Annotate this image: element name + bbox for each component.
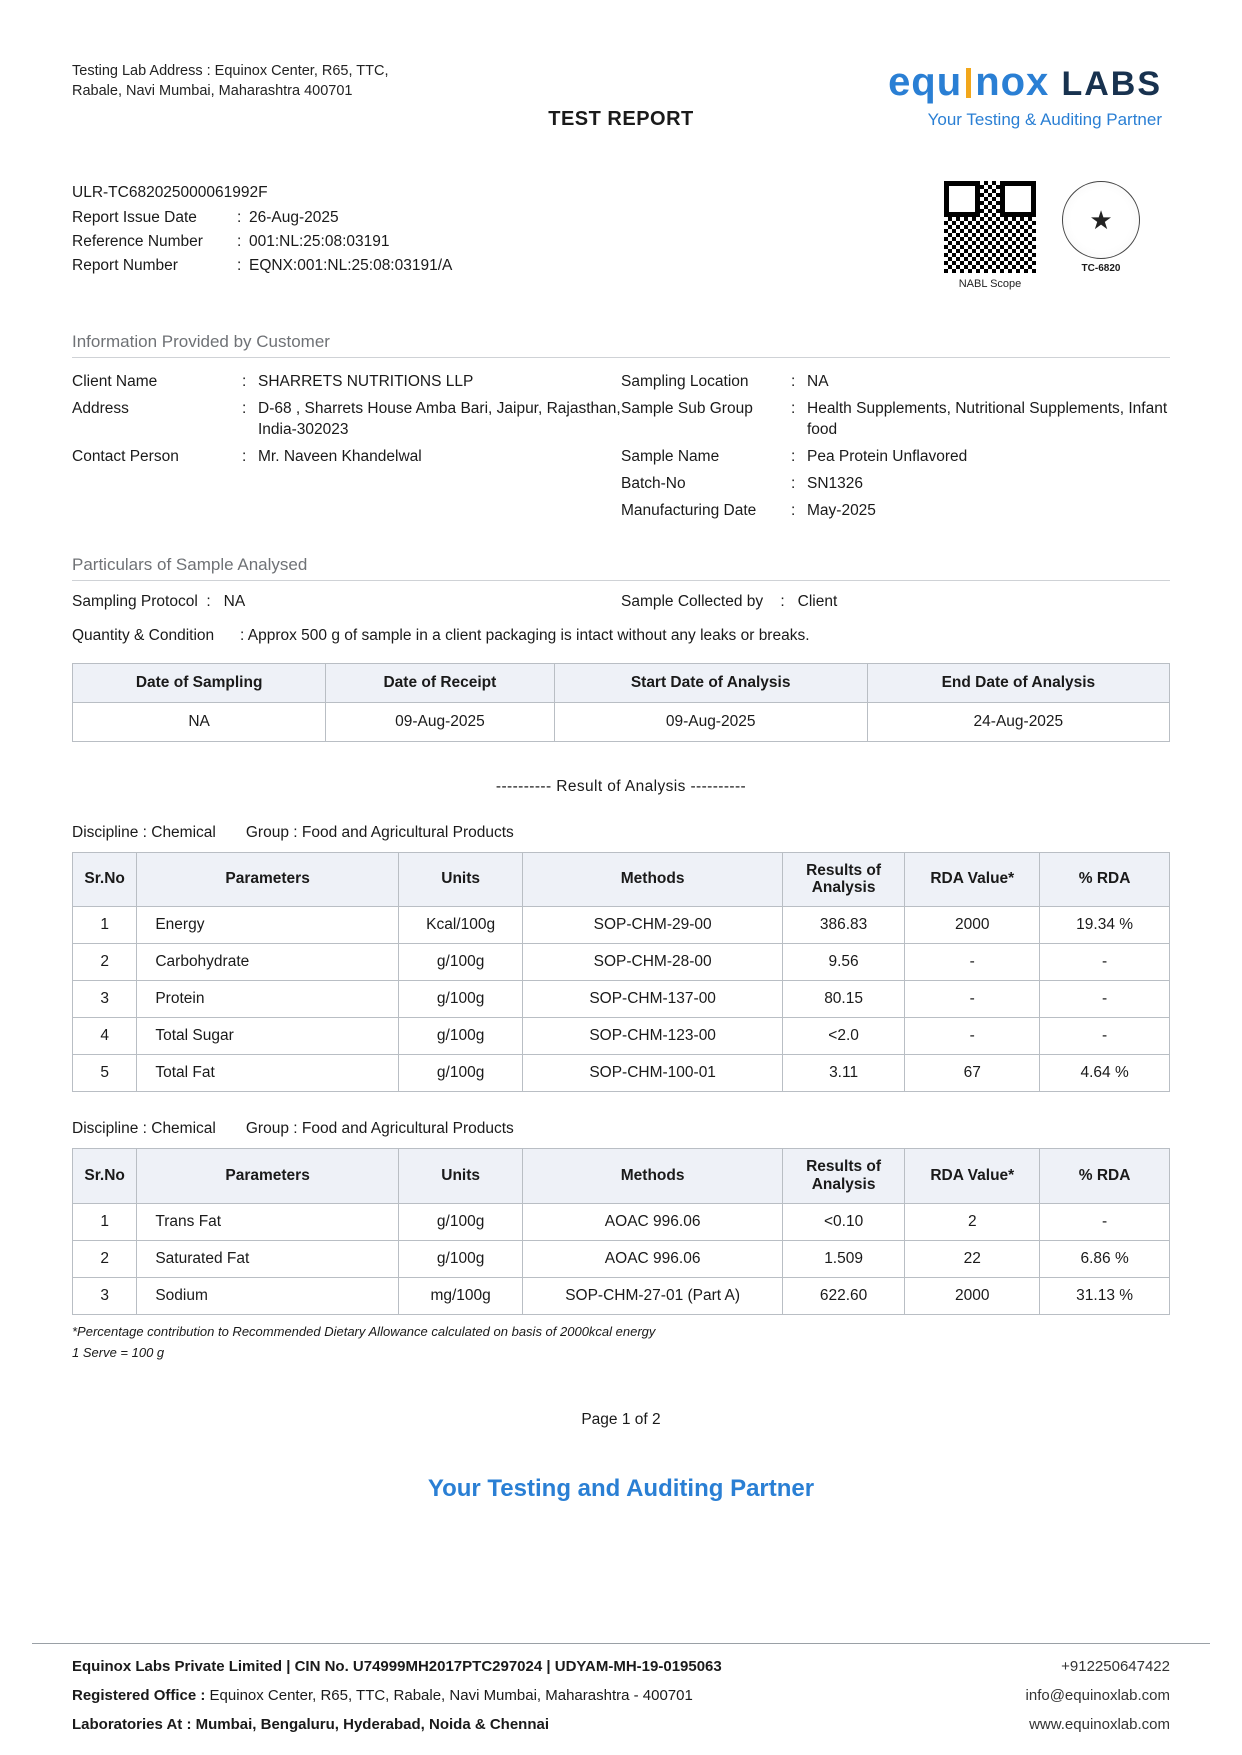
- table-row: [73, 1240, 1170, 1277]
- cell-units: g/100g: [398, 981, 523, 1018]
- info-label: Contact Person: [72, 447, 179, 465]
- lab-address: Testing Lab Address : Equinox Center, R65, TTC, Rabale, Navi Mumbai, Maharashtra 400701: [72, 63, 389, 99]
- cell-parameter: Protein: [137, 981, 399, 1018]
- info-row: [621, 369, 1170, 396]
- cell-units: g/100g: [398, 944, 523, 981]
- info-value: Health Supplements, Nutritional Supplements, Infant food: [807, 399, 1168, 438]
- info-value: Mr. Naveen Khandelwal: [258, 447, 422, 465]
- cell-units: mg/100g: [398, 1277, 523, 1314]
- footer-labs-label: Laboratories At : Mumbai, Bengaluru, Hyderabad, Noida & Chennai: [72, 1716, 550, 1733]
- cell-method: SOP-CHM-123-00: [523, 1018, 782, 1055]
- cell-sr: 1: [73, 907, 137, 944]
- discipline-label: Discipline : Chemical: [72, 823, 216, 841]
- group-label: Group : Food and Agricultural Products: [245, 1120, 514, 1138]
- info-label: Client Name: [72, 373, 158, 390]
- collected-by-value: Client: [797, 592, 838, 610]
- customer-info-right: [621, 369, 1170, 525]
- header-parameters: Parameters: [137, 1149, 399, 1204]
- cell-result: 3.11: [782, 1055, 904, 1092]
- nabl-seal-icon: ★: [1062, 181, 1140, 259]
- table-row: [73, 944, 1170, 981]
- cell-percent-rda: 6.86 %: [1040, 1240, 1170, 1277]
- cell-units: g/100g: [398, 1203, 523, 1240]
- cell-result: 80.15: [782, 981, 904, 1018]
- cell-rda: 22: [905, 1240, 1040, 1277]
- cell-method: SOP-CHM-137-00: [523, 981, 782, 1018]
- cell-percent-rda: -: [1040, 1018, 1170, 1055]
- id-colon: :: [237, 209, 242, 227]
- footer-office-text: [72, 1687, 693, 1704]
- info-value: Pea Protein Unflavored: [807, 447, 968, 465]
- info-row: [621, 396, 1170, 444]
- page-title: TEST REPORT: [548, 108, 694, 130]
- nabl-block: [1062, 181, 1140, 274]
- footer-row-labs: [72, 1704, 1170, 1733]
- table-row: [73, 702, 1170, 741]
- cell-parameter: Sodium: [137, 1277, 399, 1314]
- cell-percent-rda: -: [1040, 981, 1170, 1018]
- cell-percent-rda: -: [1040, 1203, 1170, 1240]
- sampling-protocol-colon: :: [202, 592, 220, 610]
- discipline-line-1: [72, 824, 1170, 842]
- id-value: 001:NL:25:08:03191: [249, 233, 390, 251]
- cell-sr: 2: [73, 1240, 137, 1277]
- cell-method: SOP-CHM-28-00: [523, 944, 782, 981]
- customer-section-title: Information Provided by Customer: [72, 332, 1170, 358]
- footer-email[interactable]: info@equinoxlab.com: [1025, 1687, 1170, 1704]
- info-colon: :: [242, 399, 247, 417]
- discipline-line-2: [72, 1120, 1170, 1138]
- header-results: Results of Analysis: [782, 1149, 904, 1204]
- cell-units: g/100g: [398, 1240, 523, 1277]
- sampling-protocol: [72, 593, 621, 611]
- nabl-caption: TC-6820: [1081, 263, 1121, 274]
- footer-office-address: Equinox Center, R65, TTC, Rabale, Navi Mumbai, Maharashtra - 400701: [205, 1687, 693, 1704]
- header-units: Units: [398, 852, 523, 907]
- cell-method: AOAC 996.06: [523, 1203, 782, 1240]
- info-row: [72, 444, 621, 471]
- cell-result: <2.0: [782, 1018, 904, 1055]
- cell-percent-rda: 31.13 %: [1040, 1277, 1170, 1314]
- cell-percent-rda: 19.34 %: [1040, 907, 1170, 944]
- id-colon: :: [237, 257, 242, 275]
- quantity-condition: [72, 627, 1170, 645]
- id-row: [72, 206, 452, 230]
- header-sr-no: Sr.No: [73, 1149, 137, 1204]
- cell-percent-rda: 4.64 %: [1040, 1055, 1170, 1092]
- sampling-protocol-label: Sampling Protocol: [72, 592, 198, 610]
- info-row: [72, 369, 621, 396]
- info-row: [621, 444, 1170, 471]
- cell-method: AOAC 996.06: [523, 1240, 782, 1277]
- info-label: Batch-No: [621, 474, 686, 492]
- cell-rda: 2000: [905, 1277, 1040, 1314]
- info-row: [621, 498, 1170, 525]
- info-colon: :: [791, 447, 796, 465]
- info-label: Manufacturing Date: [621, 501, 757, 519]
- info-label: Sampling Location: [621, 373, 749, 390]
- quantity-colon: :: [240, 626, 245, 644]
- cell-result: 386.83: [782, 907, 904, 944]
- brand-block: [888, 62, 1170, 130]
- id-label: Report Number: [72, 257, 178, 275]
- header-units: Units: [398, 1149, 523, 1204]
- header-rda-value: RDA Value*: [905, 852, 1040, 907]
- cell-method: SOP-CHM-27-01 (Part A): [523, 1277, 782, 1314]
- info-colon: :: [791, 501, 796, 519]
- cell-parameter: Total Fat: [137, 1055, 399, 1092]
- footer-website[interactable]: www.equinoxlab.com: [1029, 1716, 1170, 1733]
- cell-rda: -: [905, 1018, 1040, 1055]
- cell-rda: -: [905, 944, 1040, 981]
- table-row: [73, 1055, 1170, 1092]
- partner-banner: Your Testing and Auditing Partner: [427, 1474, 815, 1502]
- footer-company-name: Equinox Labs Private Limited | CIN No. U74999MH2017PTC297024 | UDYAM-MH-19-0195063: [72, 1658, 722, 1675]
- info-colon: :: [791, 373, 796, 390]
- results-table-2: [72, 1148, 1170, 1315]
- identifiers-row: [72, 181, 1170, 290]
- dates-table: [72, 663, 1170, 742]
- brand-tagline: Your Testing & Auditing Partner: [927, 110, 1162, 129]
- info-value: SN1326: [807, 474, 864, 492]
- dates-header-cell: Date of Receipt: [326, 663, 554, 702]
- cell-rda: 67: [905, 1055, 1040, 1092]
- cell-method: SOP-CHM-29-00: [523, 907, 782, 944]
- logo-bar-icon: [966, 68, 971, 98]
- dates-header-cell: Start Date of Analysis: [554, 663, 867, 702]
- info-value: SHARRETS NUTRITIONS LLP: [258, 373, 474, 390]
- table-row: [73, 981, 1170, 1018]
- cell-sr: 3: [73, 1277, 137, 1314]
- info-row: [621, 471, 1170, 498]
- dates-cell: 09-Aug-2025: [326, 702, 554, 741]
- discipline-label: Discipline : Chemical: [72, 1120, 216, 1138]
- header-results: Results of Analysis: [782, 852, 904, 907]
- info-label: Sample Sub Group: [621, 399, 753, 417]
- cell-units: Kcal/100g: [398, 907, 523, 944]
- dates-cell: 09-Aug-2025: [554, 702, 867, 741]
- id-label: Report Issue Date: [72, 209, 197, 227]
- id-value: 26-Aug-2025: [249, 209, 339, 227]
- cell-result: 1.509: [782, 1240, 904, 1277]
- cell-sr: 4: [73, 1018, 137, 1055]
- qr-caption: NABL Scope: [958, 278, 1022, 290]
- cell-parameter: Carbohydrate: [137, 944, 399, 981]
- cell-sr: 2: [73, 944, 137, 981]
- results-header-row: [73, 852, 1170, 907]
- cell-result: <0.10: [782, 1203, 904, 1240]
- cell-rda: -: [905, 981, 1040, 1018]
- logo-labs-text: LABS: [1061, 65, 1162, 103]
- qr-code-icon[interactable]: [944, 181, 1036, 273]
- ulr-number: ULR-TC682025000061992F: [72, 184, 268, 201]
- page-footer: [32, 1643, 1210, 1755]
- cell-parameter: Total Sugar: [137, 1018, 399, 1055]
- cell-sr: 5: [73, 1055, 137, 1092]
- footnote-rda: *Percentage contribution to Recommended Dietary Allowance calculated on basis of 2000kcal energy: [72, 1323, 656, 1339]
- group-label: Group : Food and Agricultural Products: [245, 823, 514, 841]
- id-label: Reference Number: [72, 233, 203, 251]
- collected-by-colon: :: [767, 592, 794, 610]
- footer-company-text: [72, 1658, 722, 1675]
- quantity-value: Approx 500 g of sample in a client packaging is intact without any leaks or breaks.: [247, 626, 810, 644]
- header-percent-rda: % RDA: [1040, 1149, 1170, 1204]
- info-value: NA: [807, 373, 829, 390]
- dates-table-header-row: [73, 663, 1170, 702]
- qr-block: [944, 181, 1036, 290]
- quantity-label: Quantity & Condition: [72, 626, 215, 644]
- table-row: [73, 1203, 1170, 1240]
- identifiers-block: [72, 181, 452, 290]
- info-colon: :: [242, 447, 247, 465]
- header-methods: Methods: [523, 852, 782, 907]
- id-row: [72, 254, 452, 278]
- footer-row-company: [72, 1644, 1170, 1675]
- info-colon: :: [791, 399, 796, 417]
- footer-phone[interactable]: +912250647422: [1061, 1658, 1170, 1675]
- cell-result: 9.56: [782, 944, 904, 981]
- cell-parameter: Energy: [137, 907, 399, 944]
- dates-cell: NA: [73, 702, 326, 741]
- cell-parameter: Saturated Fat: [137, 1240, 399, 1277]
- cell-rda: 2000: [905, 907, 1040, 944]
- cell-percent-rda: -: [1040, 944, 1170, 981]
- particulars-section-title: Particulars of Sample Analysed: [72, 555, 1170, 581]
- page-number: Page 1 of 2: [581, 1410, 661, 1428]
- footer-row-office: [72, 1675, 1170, 1704]
- header-methods: Methods: [523, 1149, 782, 1204]
- info-colon: :: [791, 474, 796, 492]
- sample-collected-by: [621, 593, 1170, 611]
- header-percent-rda: % RDA: [1040, 852, 1170, 907]
- cell-units: g/100g: [398, 1018, 523, 1055]
- cell-sr: 1: [73, 1203, 137, 1240]
- cell-parameter: Trans Fat: [137, 1203, 399, 1240]
- cell-result: 622.60: [782, 1277, 904, 1314]
- info-value: D-68 , Sharrets House Amba Bari, Jaipur, Rajasthan, India-302023: [258, 399, 621, 438]
- info-value: May-2025: [807, 501, 876, 519]
- table-row: [73, 907, 1170, 944]
- sampling-protocol-value: NA: [223, 592, 246, 610]
- footer-labs-text: [72, 1716, 549, 1733]
- header-sr-no: Sr.No: [73, 852, 137, 907]
- info-label: Sample Name: [621, 447, 720, 465]
- cell-units: g/100g: [398, 1055, 523, 1092]
- id-row: [72, 230, 452, 254]
- results-header-row: [73, 1149, 1170, 1204]
- customer-info-grid: [72, 369, 1170, 525]
- dates-cell: 24-Aug-2025: [867, 702, 1169, 741]
- cell-sr: 3: [73, 981, 137, 1018]
- certification-marks: [944, 181, 1170, 290]
- results-table-1: [72, 852, 1170, 1093]
- particulars-row: [72, 593, 1170, 611]
- cell-rda: 2: [905, 1203, 1040, 1240]
- info-label: Address: [72, 399, 129, 417]
- id-value: EQNX:001:NL:25:08:03191/A: [249, 257, 453, 275]
- dates-header-cell: End Date of Analysis: [867, 663, 1169, 702]
- footer-office-label: Registered Office :: [72, 1687, 206, 1704]
- result-of-analysis-separator: ---------- Result of Analysis ----------: [495, 777, 747, 795]
- id-colon: :: [237, 233, 242, 251]
- info-colon: :: [242, 373, 247, 390]
- collected-by-label: Sample Collected by: [621, 592, 764, 610]
- dates-header-cell: Date of Sampling: [73, 663, 326, 702]
- info-row: [72, 396, 621, 444]
- header-parameters: Parameters: [137, 852, 399, 907]
- cell-method: SOP-CHM-100-01: [523, 1055, 782, 1092]
- footnote-serve: 1 Serve = 100 g: [72, 1345, 165, 1361]
- equinox-logo: equ nox LABS: [888, 60, 1162, 104]
- customer-info-left: [72, 369, 621, 525]
- table-row: [73, 1277, 1170, 1314]
- table-row: [73, 1018, 1170, 1055]
- header-rda-value: RDA Value*: [905, 1149, 1040, 1204]
